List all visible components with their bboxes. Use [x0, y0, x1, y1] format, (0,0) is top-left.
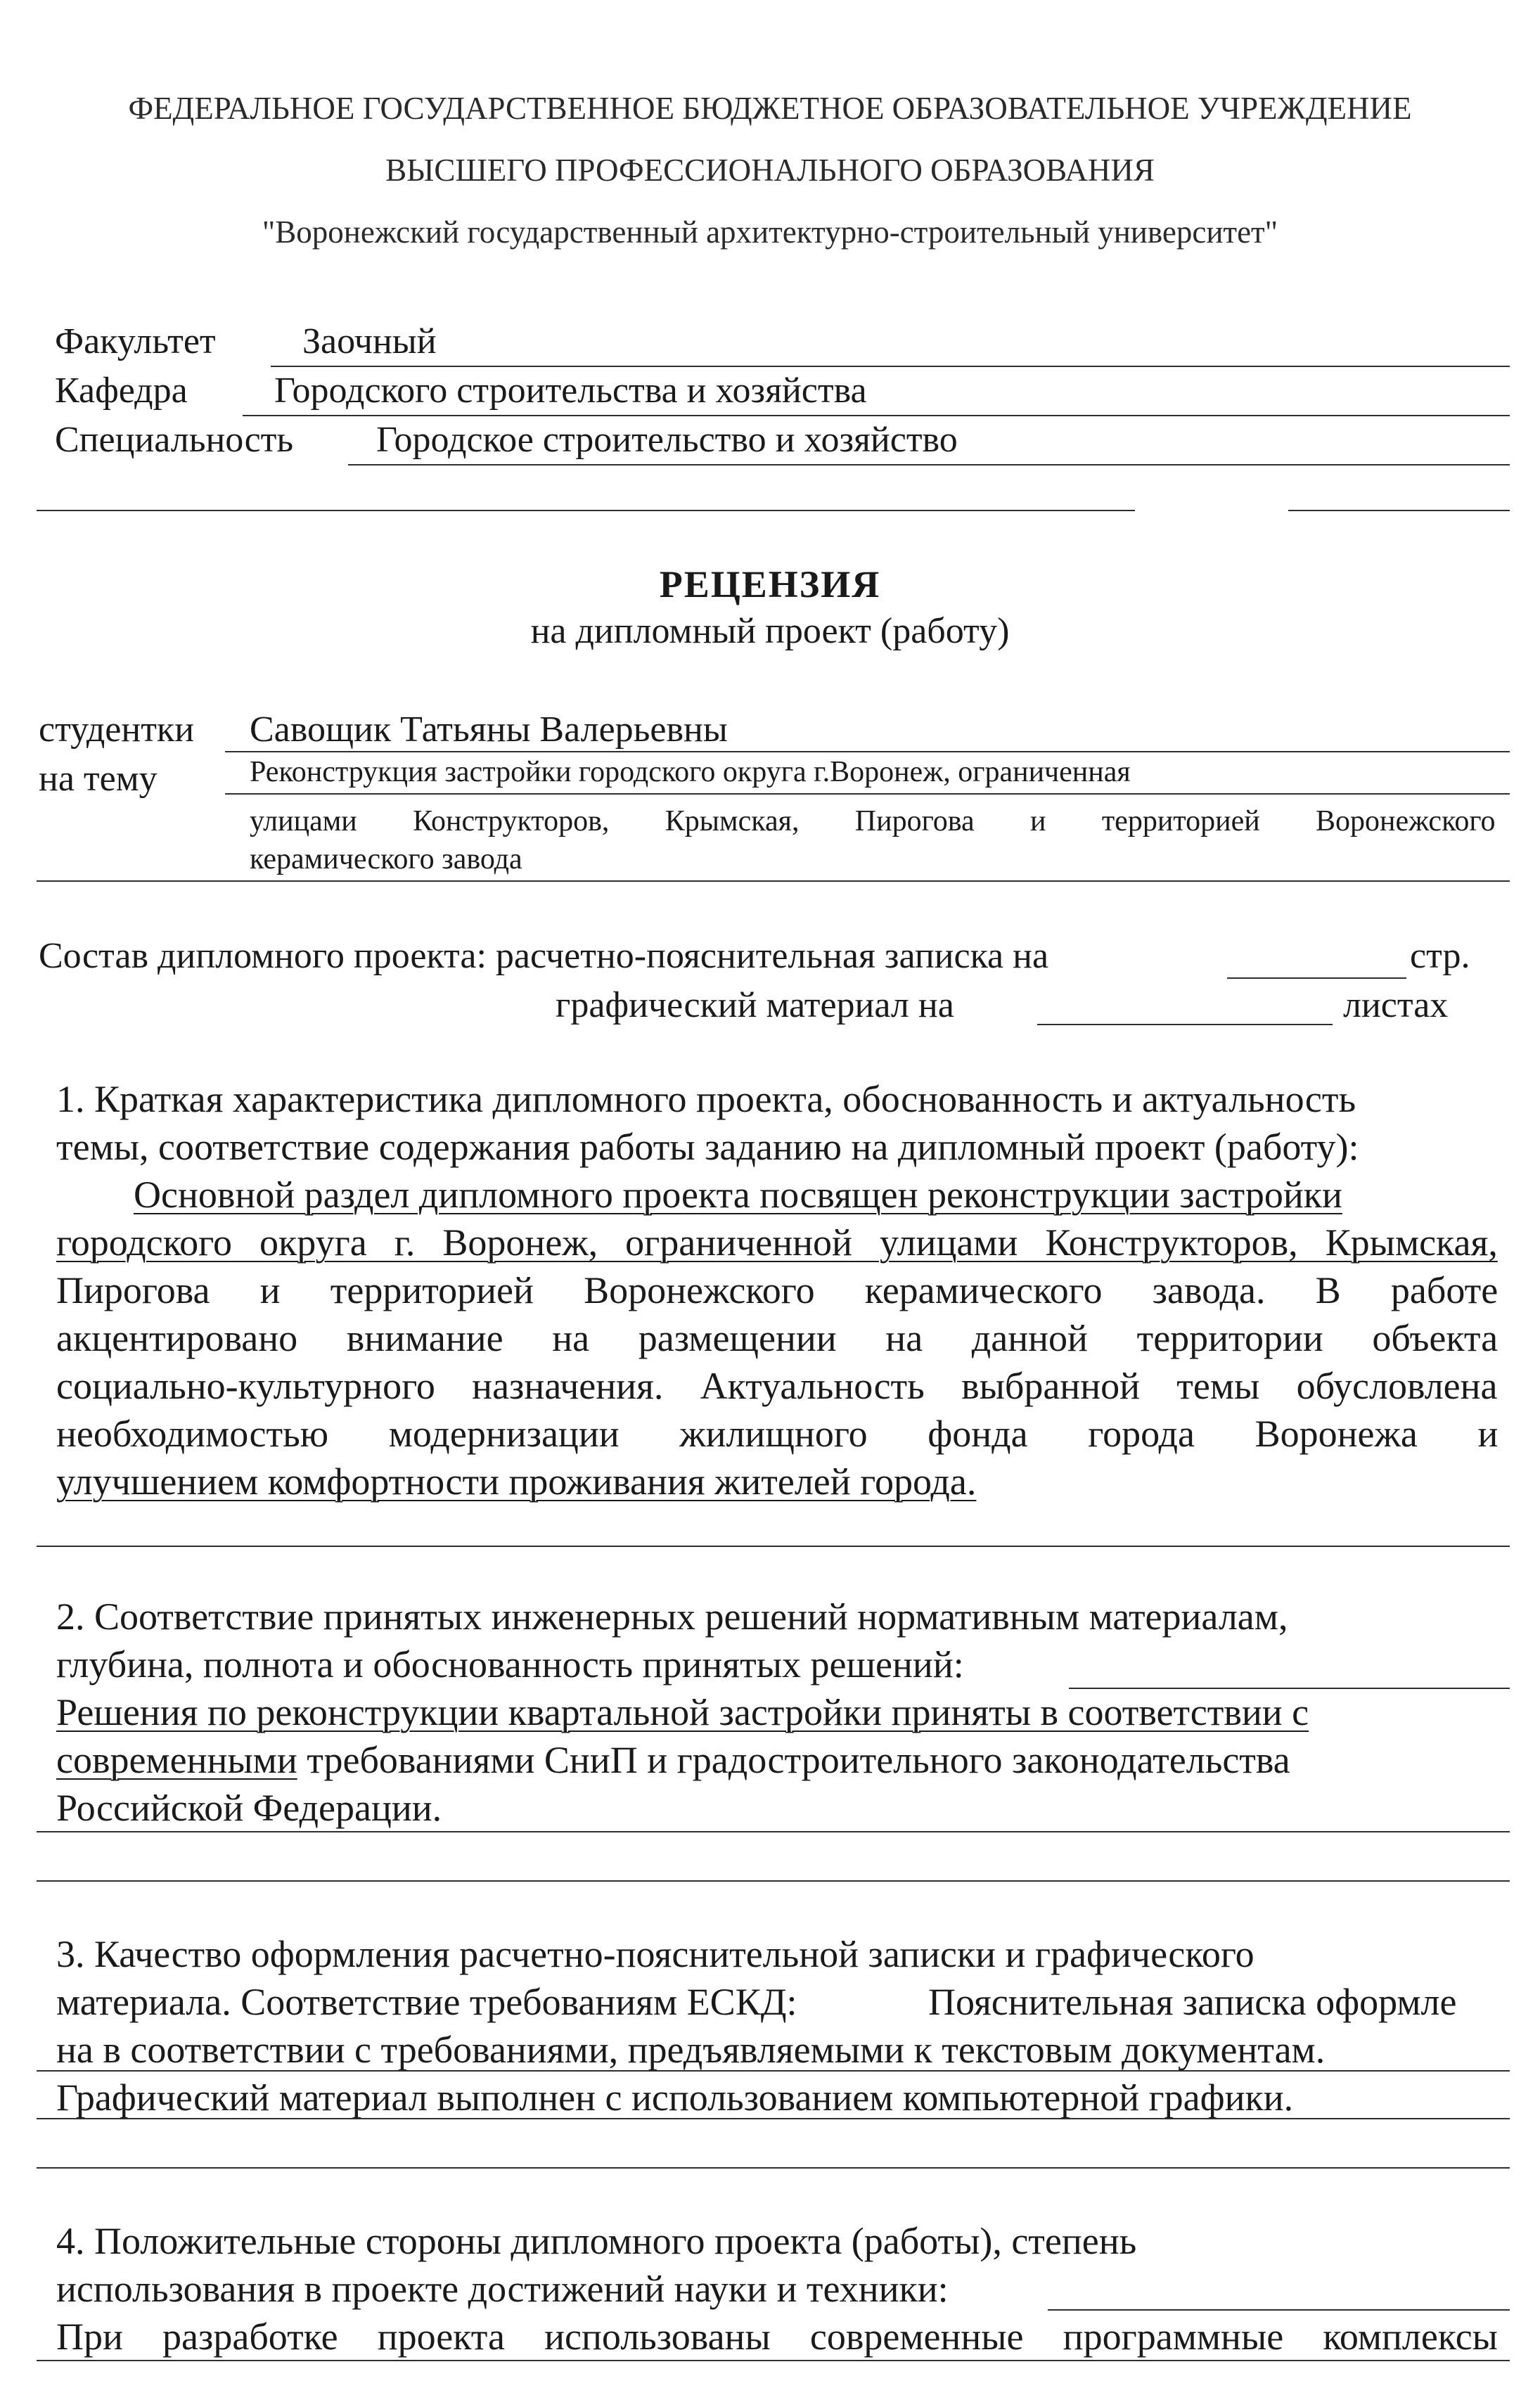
section1-body-line4: акцентировано внимание на размещении на данной территории объекта — [56, 1317, 1499, 1359]
specialty-value: Городское строительство и хозяйство — [376, 420, 958, 460]
section1-heading-line2: темы, соответствие содержания работы заданию на дипломный проект (работу): — [56, 1126, 1359, 1168]
document-subtitle: на дипломный проект (работу) — [530, 611, 1010, 651]
section1-body-line1: Основной раздел дипломного проекта посвящен реконструкции застройки — [134, 1174, 1342, 1216]
pages-unit: стр. — [1410, 936, 1470, 976]
department-rule — [243, 415, 1510, 416]
section4-body-line1: При разработке проекта использованы современные программные комплексы — [56, 2316, 1498, 2358]
topic-label: на тему — [39, 759, 158, 799]
section1-body-line5: социально-культурного назначения. Актуальность выбранной темы обусловлена — [56, 1365, 1498, 1407]
section2-heading-blank — [1069, 1688, 1510, 1689]
section1-body-line7: улучшением комфортности проживания жителей города. — [56, 1460, 977, 1503]
topic-line-3: керамического завода — [250, 843, 522, 875]
section1-blank-rule — [37, 1546, 1510, 1547]
section3-body-line1: на в соответствии с требованиями, предъявляемыми к текстовым документам. — [56, 2029, 1326, 2071]
blank-rule-right — [1288, 510, 1510, 511]
section2-rule-1 — [37, 1831, 1510, 1832]
section3-heading-line2b: Пояснительная записка оформле — [928, 1981, 1457, 2023]
student-name: Савощик Татьяны Валерьевны — [250, 709, 728, 750]
topic-rule-1 — [225, 793, 1510, 795]
section4-heading-line1: 4. Положительные стороны дипломного проекта (работы), степень — [56, 2220, 1137, 2262]
institution-line-1: ФЕДЕРАЛЬНОЕ ГОСУДАРСТВЕННОЕ БЮДЖЕТНОЕ ОБРАЗОВАТЕЛЬНОЕ УЧРЕЖДЕНИЕ — [128, 91, 1412, 126]
university-name: "Воронежский государственный архитектурно-строительный университет" — [262, 214, 1278, 250]
section2-heading-line2: глубина, полнота и обоснованность принятых решений: — [56, 1643, 964, 1686]
section2-rule-2 — [37, 1880, 1510, 1882]
document-title: РЕЦЕНЗИЯ — [659, 563, 881, 605]
pages-blank — [1227, 977, 1406, 979]
department-label: Кафедра — [55, 371, 188, 411]
sheets-unit: листах — [1343, 985, 1449, 1025]
topic-line-2: улицами Конструкторов, Крымская, Пирогова и территорией Воронежского — [250, 805, 1496, 837]
section4-heading-blank — [1048, 2309, 1510, 2311]
section1-heading-line1: 1. Краткая характеристика дипломного проекта, обоснованность и актуальность — [56, 1078, 1356, 1120]
section4-rule-1 — [37, 2360, 1510, 2361]
section1-body-line6: необходимостью модернизации жилищного фонда города Воронежа и — [56, 1413, 1499, 1455]
topic-line-1: Реконструкция застройки городского округа г.Воронеж, ограниченная — [250, 756, 1131, 788]
faculty-rule — [271, 366, 1510, 367]
section4-heading-line2: использования в проекте достижений науки и техники: — [56, 2268, 949, 2310]
section3-rule-3 — [37, 2167, 1510, 2169]
blank-rule-left — [37, 510, 1135, 511]
institution-line-2: ВЫСШЕГО ПРОФЕССИОНАЛЬНОГО ОБРАЗОВАНИЯ — [385, 153, 1155, 188]
section3-heading-line1: 3. Качество оформления расчетно-пояснительной записки и графического — [56, 1933, 1255, 1975]
faculty-label: Факультет — [55, 321, 216, 361]
section2-body-line1: Решения по реконструкции квартальной застройки приняты в соответствии с — [56, 1691, 1309, 1733]
section3-heading-line2a: материала. Соответствие требованиям ЕСКД: — [56, 1981, 797, 2023]
composition-text: Состав дипломного проекта: расчетно-пояснительная записка на — [39, 936, 1049, 976]
sheets-blank — [1037, 1024, 1333, 1025]
section1-body-line2: городского округа г. Воронеж, ограниченной улицами Конструкторов, Крымская, — [56, 1221, 1498, 1264]
student-label: студентки — [39, 709, 195, 750]
department-value: Городского строительства и хозяйства — [274, 371, 867, 411]
section2-heading-line1: 2. Соответствие принятых инженерных решений нормативным материалам, — [56, 1595, 1288, 1638]
section3-rule-2 — [37, 2118, 1510, 2119]
section1-body-line3: Пирогова и территорией Воронежского керамического завода. В работе — [56, 1269, 1499, 1311]
section2-body-line3: Российской Федерации. — [56, 1787, 442, 1829]
specialty-label: Специальность — [55, 420, 294, 460]
graphics-text: графический материал на — [556, 985, 954, 1025]
student-rule — [225, 751, 1510, 752]
section3-rule-1 — [37, 2070, 1510, 2072]
section3-body-line2: Графический материал выполнен с использованием компьютерной графики. — [56, 2076, 1294, 2119]
topic-rule-2 — [37, 880, 1510, 882]
section2-body-line2: современными требованиями СниП и градостроительного законодательства — [56, 1739, 1290, 1781]
specialty-rule — [348, 464, 1510, 465]
faculty-value: Заочный — [302, 321, 437, 361]
